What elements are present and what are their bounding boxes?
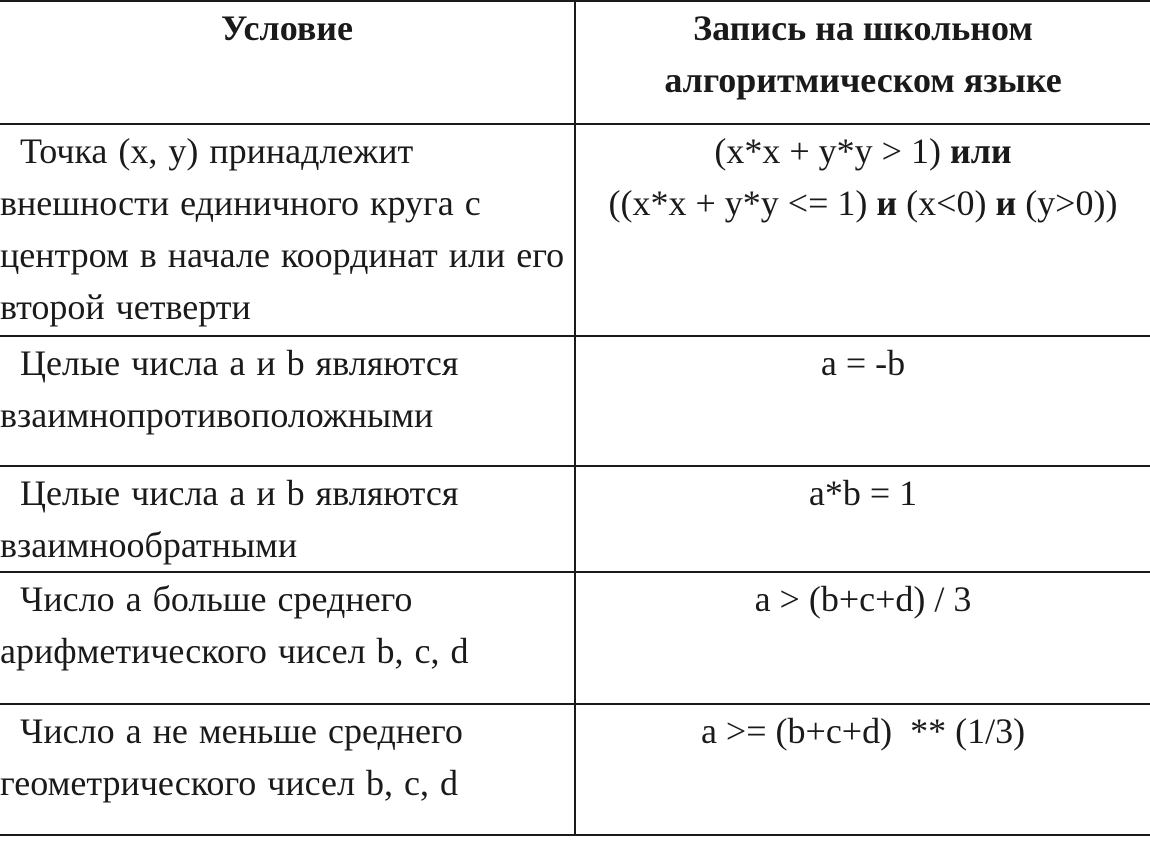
logical-and-keyword: и	[876, 183, 898, 223]
expression-cell	[575, 704, 1150, 835]
header-record-line2: алгоритмическом языке	[664, 60, 1062, 100]
table-row	[0, 704, 1150, 835]
condition-cell: Целые числа a и b являются взаимнопротивоположными	[0, 336, 575, 466]
condition-cell: Число a не меньше среднего геометрического чисел b, c, d	[0, 704, 575, 835]
expression-line	[576, 177, 1150, 229]
expression-part: (y>0))	[1025, 183, 1118, 223]
expression-line	[576, 125, 1150, 177]
header-record	[575, 1, 1150, 124]
expression-cell	[575, 336, 1150, 466]
expression-part: ((x*x + y*y <= 1)	[608, 183, 868, 223]
table-header-row	[0, 1, 1150, 124]
condition-cell: Точка (x, y) принадлежит внешности единичного круга с центром в начале координат или его второй четверти	[0, 124, 575, 336]
logical-or-keyword: или	[949, 131, 1012, 171]
expression-line: a > (b+c+d) / 3	[754, 579, 972, 619]
table-row	[0, 572, 1150, 704]
expression-line: a = -b	[820, 343, 906, 383]
table-row	[0, 466, 1150, 572]
header-record-line1: Запись на школьном	[693, 8, 1033, 48]
expression-part: (x<0)	[906, 183, 987, 223]
expression-line: a >= (b+c+d) ** (1/3)	[700, 711, 1026, 751]
condition-cell: Число a больше среднего арифметического чисел b, c, d	[0, 572, 575, 704]
expression-line: a*b = 1	[808, 473, 918, 513]
header-condition-label: Условие	[221, 8, 353, 48]
expression-cell	[575, 466, 1150, 572]
condition-cell: Целые числа a и b являются взаимнообратными	[0, 466, 575, 572]
expression-cell	[575, 572, 1150, 704]
expression-part: (x*x + y*y > 1)	[714, 131, 941, 171]
table-row	[0, 336, 1150, 466]
table-row	[0, 124, 1150, 336]
logical-and-keyword: и	[995, 183, 1017, 223]
header-condition	[0, 1, 575, 124]
expression-cell	[575, 124, 1150, 336]
